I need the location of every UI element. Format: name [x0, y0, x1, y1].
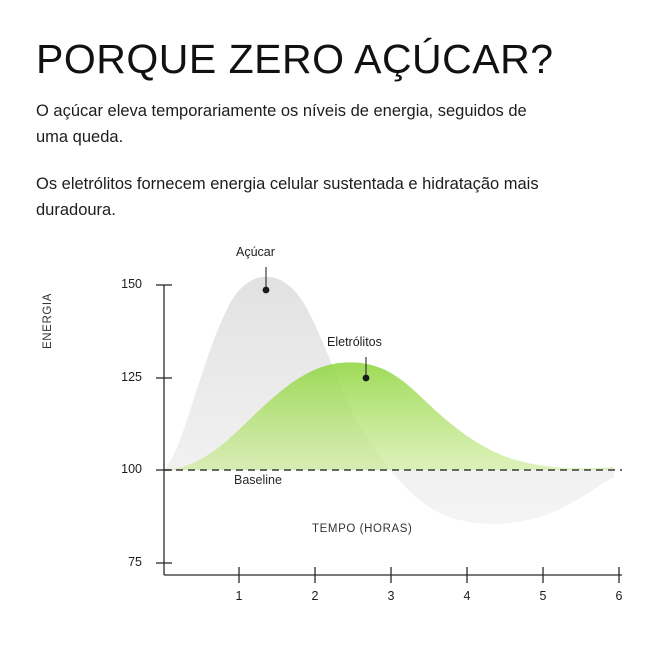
y-tick-label-125: 125 [121, 370, 142, 385]
annotation-point-electrolytes [363, 375, 370, 382]
x-tick-label-3: 3 [387, 589, 395, 604]
intro-paragraph-2: Os eletrólitos fornecem energia celular sustentada e hidratação mais duradoura. [36, 175, 539, 219]
x-tick-label-5: 5 [539, 589, 547, 604]
chart-canvas [44, 245, 644, 605]
series-label-sugar: Açúcar [236, 245, 275, 260]
x-axis-title: TEMPO (HORAS) [312, 523, 413, 536]
series-label-electrolytes: Eletrólitos [327, 335, 382, 350]
energy-chart [44, 245, 644, 605]
x-tick-label-1: 1 [235, 589, 243, 604]
intro-paragraph-1: O açúcar eleva temporariamente os níveis de energia, seguidos de uma queda. [36, 102, 527, 146]
x-tick-label-4: 4 [463, 589, 471, 604]
x-tick-label-6: 6 [615, 589, 623, 604]
annotation-point-sugar [263, 287, 270, 294]
y-tick-label-150: 150 [121, 277, 142, 292]
y-axis-title: ENERGIA [42, 293, 54, 350]
x-tick-label-2: 2 [311, 589, 319, 604]
page-title: PORQUE ZERO AÇÚCAR? [36, 36, 554, 82]
y-tick-label-100: 100 [121, 462, 142, 477]
baseline-label: Baseline [234, 473, 282, 488]
y-tick-label-75: 75 [128, 555, 142, 570]
